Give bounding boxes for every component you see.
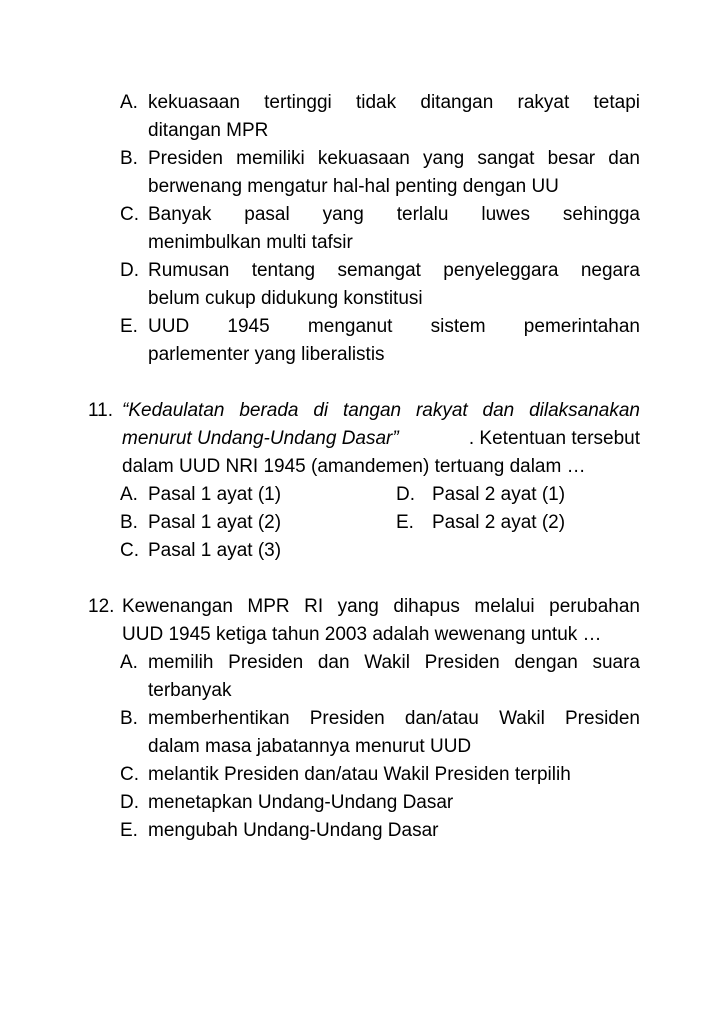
question-text: dalam UUD NRI 1945 (amandemen) tertuang dalam … bbox=[122, 456, 586, 477]
option-letter: E. bbox=[120, 820, 138, 841]
question-text: UUD 1945 ketiga tahun 2003 adalah wewenang untuk … bbox=[122, 624, 602, 645]
option-text: Pasal 1 ayat (3) bbox=[148, 540, 282, 561]
question-number: 11. bbox=[88, 400, 114, 421]
option-letter: D. bbox=[120, 260, 139, 281]
option-letter: B. bbox=[120, 512, 138, 533]
question-text: Kewenangan MPR RI yang dihapus melalui perubahan bbox=[122, 596, 640, 617]
option-letter: A. bbox=[120, 652, 138, 673]
option-letter: E. bbox=[120, 316, 138, 337]
option-text: dalam masa jabatannya menurut UUD bbox=[148, 736, 472, 757]
option-letter: E. bbox=[396, 512, 414, 533]
question-quote: “Kedaulatan berada di tangan rakyat dan dilaksanakan bbox=[122, 400, 640, 421]
option-letter: A. bbox=[120, 92, 138, 113]
option-text: belum cukup didukung konstitusi bbox=[148, 288, 423, 309]
option-text: ditangan MPR bbox=[148, 120, 269, 141]
option-text: Banyak pasal yang terlalu luwes sehingga bbox=[148, 204, 640, 225]
option-letter: C. bbox=[120, 204, 139, 225]
option-text: terbanyak bbox=[148, 680, 232, 701]
option-text: Pasal 2 ayat (1) bbox=[432, 484, 566, 505]
option-text: mengubah Undang-Undang Dasar bbox=[148, 820, 439, 841]
option-letter: A. bbox=[120, 484, 138, 505]
option-text: memberhentikan Presiden dan/atau Wakil Presiden bbox=[148, 708, 640, 729]
option-text: Presiden memiliki kekuasaan yang sangat besar dan bbox=[148, 148, 640, 169]
option-text: menetapkan Undang-Undang Dasar bbox=[148, 792, 454, 813]
question-quote-end: menurut Undang-Undang Dasar” bbox=[122, 428, 399, 449]
option-text: Pasal 1 ayat (1) bbox=[148, 484, 282, 505]
option-text: Pasal 1 ayat (2) bbox=[148, 512, 282, 533]
question-text: . Ketentuan tersebut bbox=[468, 428, 640, 449]
option-letter: C. bbox=[120, 764, 139, 785]
option-text: Pasal 2 ayat (2) bbox=[432, 512, 566, 533]
option-text: berwenang mengatur hal-hal penting dengan UU bbox=[148, 176, 559, 197]
option-text: kekuasaan tertinggi tidak ditangan rakyat tetapi bbox=[148, 92, 640, 113]
option-text: melantik Presiden dan/atau Wakil Presiden terpilih bbox=[148, 764, 571, 785]
question-number: 12. bbox=[88, 596, 115, 617]
option-text: Rumusan tentang semangat penyeleggara negara bbox=[148, 260, 640, 281]
option-letter: C. bbox=[120, 540, 139, 561]
option-letter: D. bbox=[396, 484, 415, 505]
option-letter: B. bbox=[120, 708, 138, 729]
option-letter: D. bbox=[120, 792, 139, 813]
option-letter: B. bbox=[120, 148, 138, 169]
option-text: memilih Presiden dan Wakil Presiden dengan suara bbox=[148, 652, 640, 673]
question-line bbox=[122, 426, 640, 452]
option-text: UUD 1945 menganut sistem pemerintahan bbox=[148, 316, 640, 337]
option-text: parlementer yang liberalistis bbox=[148, 344, 385, 365]
option-text: menimbulkan multi tafsir bbox=[148, 232, 353, 253]
